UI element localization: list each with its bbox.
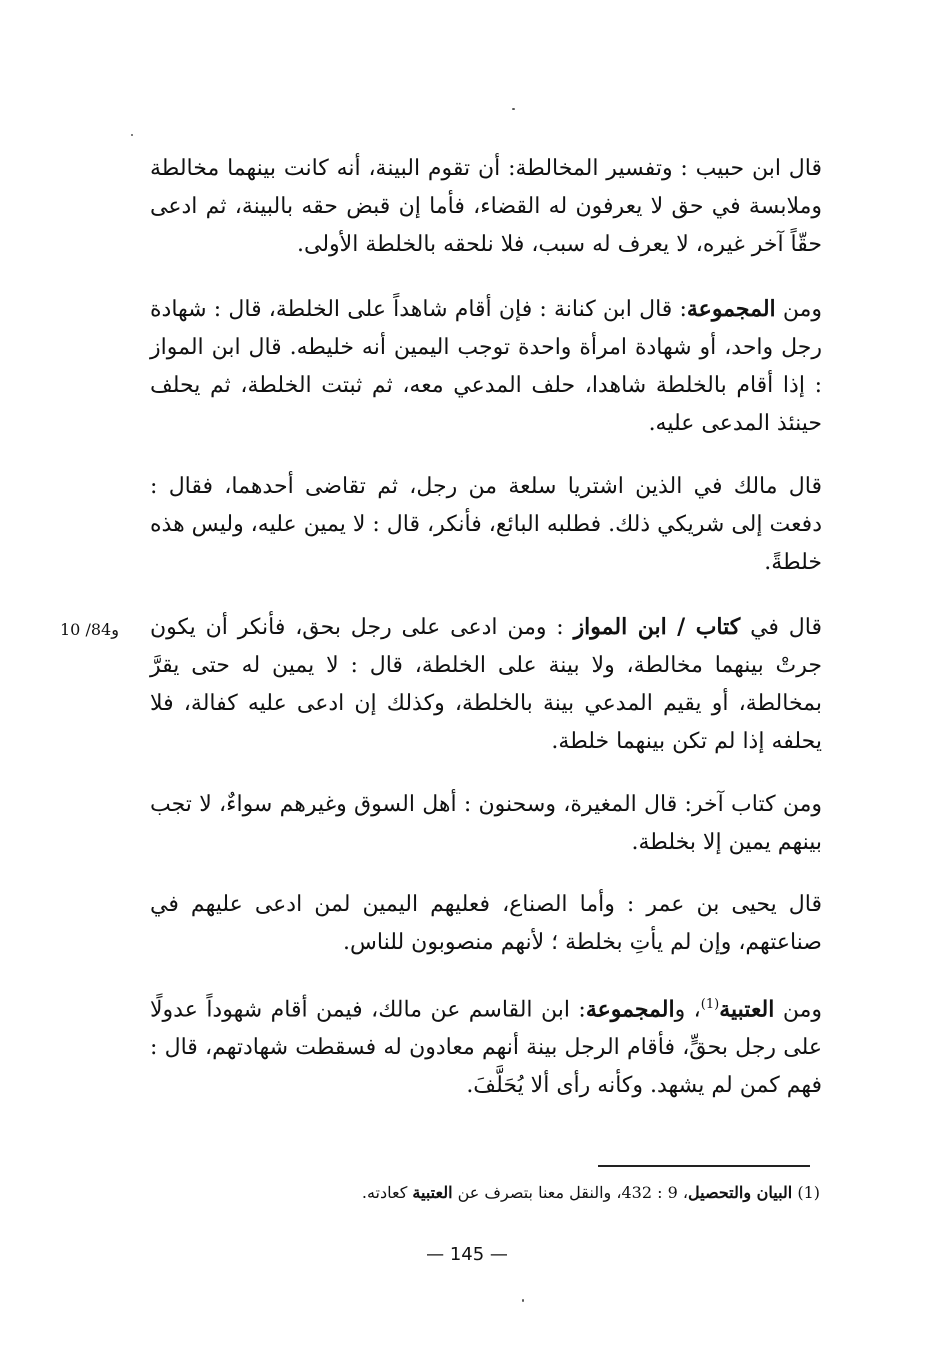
text-run: قال في — [740, 615, 822, 640]
paragraph — [150, 150, 822, 264]
scan-speck — [522, 1299, 524, 1302]
text-run: قال يحيى بن عمر : وأما الصناع، فعليهم اليمين لمن ادعى عليهم في صناعتهم، وإن لم يأتِ بخلطة ؛ لأنهم منصوبون للناس. — [150, 892, 822, 955]
source-title: المجموعة — [686, 296, 776, 322]
text-run: : قال ابن كنانة : فإن أقام شاهداً على الخلطة، قال : شهادة رجل واحد، أو شهادة امرأة واحدة توجب اليمين أنه خليطه. قال ابن المواز : إذا أقام بالخلطة شاهدا، حلف المدعي معه، ثم ثبتت الخلطة، ثم يحلف حينئذ المدعى عليه. — [150, 297, 822, 436]
footnote-marker: (1) — [700, 997, 720, 1012]
source-title: البيان والتحصيل — [688, 1183, 793, 1202]
scan-speck — [131, 134, 133, 136]
margin-folio-reference: 10 /84و — [60, 620, 119, 639]
scan-speck — [512, 108, 515, 110]
text-run: قال مالك في الذين اشتريا سلعة من رجل، ثم تقاضى أحدهما، فقال : دفعت إلى شريكي ذلك. فطلبه البائع، فأنكر، قال : لا يمين عليه، وليس هذه خلطةً. — [150, 474, 822, 575]
footnote — [280, 1180, 820, 1206]
main-text — [150, 0, 822, 1140]
text-run: كعادته. — [361, 1183, 413, 1202]
source-title: المجموعة — [585, 996, 675, 1023]
text-run: (1) — [792, 1183, 820, 1202]
paragraph — [150, 886, 822, 962]
footnote-divider — [598, 1165, 810, 1167]
paragraph — [150, 468, 822, 582]
paragraph — [150, 786, 822, 862]
text-run: : ابن القاسم عن مالك، فيمن أقام شهوداً عدولًا على رجل بحقٍّ، فأقام الرجل بينة أنهم معادون له فسقطت شهادتهم، قال : فهم كمن لم يشهد. وكأنه رأى ألا يُحَلَّفَ. — [150, 997, 822, 1099]
source-title: العتبية — [412, 1183, 453, 1202]
paragraph — [150, 608, 822, 761]
text-run: قال ابن حبيب : وتفسير المخالطة: أن تقوم البينة، أنه كانت بينهما مخالطة وملابسة في حق لا يعرفون له القضاء، فأما إن قبض حقه بالبينة، ثم ادعى حقّاً آخر غيره، لا يعرف له سبب، فلا نلحقه بالخلطة الأولى. — [150, 156, 822, 257]
source-title: العتبية — [719, 996, 775, 1023]
text-run: ، و — [674, 997, 701, 1023]
text-run: ومن — [775, 297, 822, 322]
source-title: كتاب / ابن المواز — [573, 614, 741, 640]
text-run: ومن — [774, 997, 822, 1023]
text-run: ، 9 : 432، والنقل معنا بتصرف عن — [452, 1183, 689, 1202]
paragraph — [150, 986, 822, 1105]
paragraph — [150, 290, 822, 443]
text-run: ومن كتاب آخر: قال المغيرة، وسحنون : أهل السوق وغيرهم سواءٌ، لا تجب بينهم يمين إلا بخلطة. — [150, 792, 822, 855]
text-run: : ومن ادعى على رجل بحق، فأنكر أن يكون جرتْ بينهما مخالطة، ولا بينة على الخلطة، قال : لا يمين له حتى يقرَّ بمخالطة، أو يقيم المدعي بينة بالخلطة، وكذلك إن ادعى عليه كفالة، فلا يحلفه إذا لم تكن بينهما خلطة. — [150, 615, 822, 754]
page-number: — 145 — — [426, 1244, 508, 1265]
